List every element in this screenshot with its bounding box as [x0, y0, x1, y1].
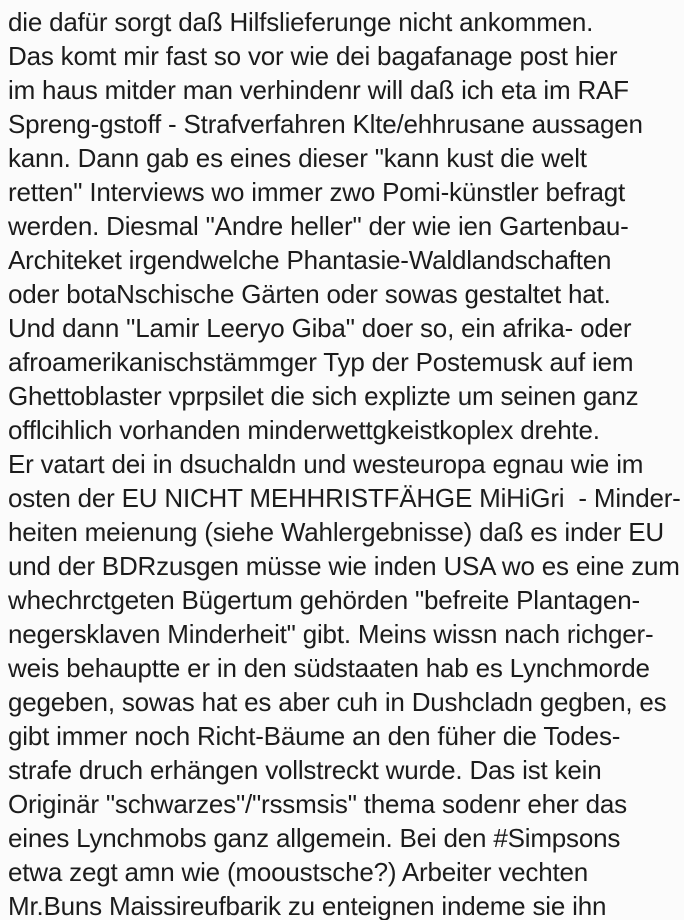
- text-line: osten der EU NICHT MEHHRISTFÄHGE MiHiGri - Minder-: [8, 483, 681, 513]
- text-line: afroamerikanischstämmger Typ der Postemusk auf iem: [8, 347, 634, 377]
- text-line: Architeket irgendwelche Phantasie-Waldlandschaften: [8, 245, 612, 275]
- text-line: eines Lynchmobs ganz allgemein. Bei den #Simpsons: [8, 823, 621, 853]
- text-line: Das komt mir fast so vor wie dei bagafanage post hier: [8, 41, 618, 71]
- text-line: heiten meienung (siehe Wahlergebnisse) daß es inder EU: [8, 517, 664, 547]
- text-line: Ghettoblaster vprpsilet die sich explizte um seinen ganz: [8, 381, 639, 411]
- text-line: weis behauptte er in den südstaaten hab es Lynchmorde: [8, 653, 650, 683]
- text-line: oder botaNschische Gärten oder sowas gestaltet hat.: [8, 279, 611, 309]
- text-line: strafe druch erhängen vollstreckt wurde. Das ist kein: [8, 755, 602, 785]
- text-line: die dafür sorgt daß Hilfslieferunge nicht ankommen.: [8, 7, 594, 37]
- text-line: etwa zegt amn wie (mooustsche?) Arbeiter vechten: [8, 857, 589, 887]
- document-body: [8, 5, 682, 920]
- text-line: negersklaven Minderheit" gibt. Meins wissn nach richger-: [8, 619, 654, 649]
- text-line: Mr.Buns Maissireufbarik zu enteignen indeme sie ihn: [8, 891, 607, 920]
- text-line: gibt immer noch Richt-Bäume an den füher die Todes-: [8, 721, 621, 751]
- text-line: kann. Dann gab es eines dieser "kann kust die welt: [8, 143, 587, 173]
- text-line: gegeben, sowas hat es aber cuh in Dushcladn gegben, es: [8, 687, 667, 717]
- text-line: Spreng-gstoff - Strafverfahren Klte/ehhrusane aussagen: [8, 109, 643, 139]
- text-line: retten" Interviews wo immer zwo Pomi-künstler befragt: [8, 177, 626, 207]
- text-line: und der BDRzusgen müsse wie inden USA wo es eine zum: [8, 551, 680, 581]
- text-line: offlcihlich vorhanden minderwettgkeistkoplex drehte.: [8, 415, 600, 445]
- text-line: Originär "schwarzes"/"rssmsis" thema sodenr eher das: [8, 789, 627, 819]
- text-line: werden. Diesmal "Andre heller" der wie ien Gartenbau-: [8, 211, 629, 241]
- text-line: Er vatart dei in dsuchaldn und westeuropa egnau wie im: [8, 449, 644, 479]
- text-line: Und dann "Lamir Leeryo Giba" doer so, ein afrika- oder: [8, 313, 632, 343]
- text-line: im haus mitder man verhindenr will daß ich eta im RAF: [8, 75, 629, 105]
- text-line: whechrctgeten Bügertum gehörden "befreite Plantagen-: [8, 585, 640, 615]
